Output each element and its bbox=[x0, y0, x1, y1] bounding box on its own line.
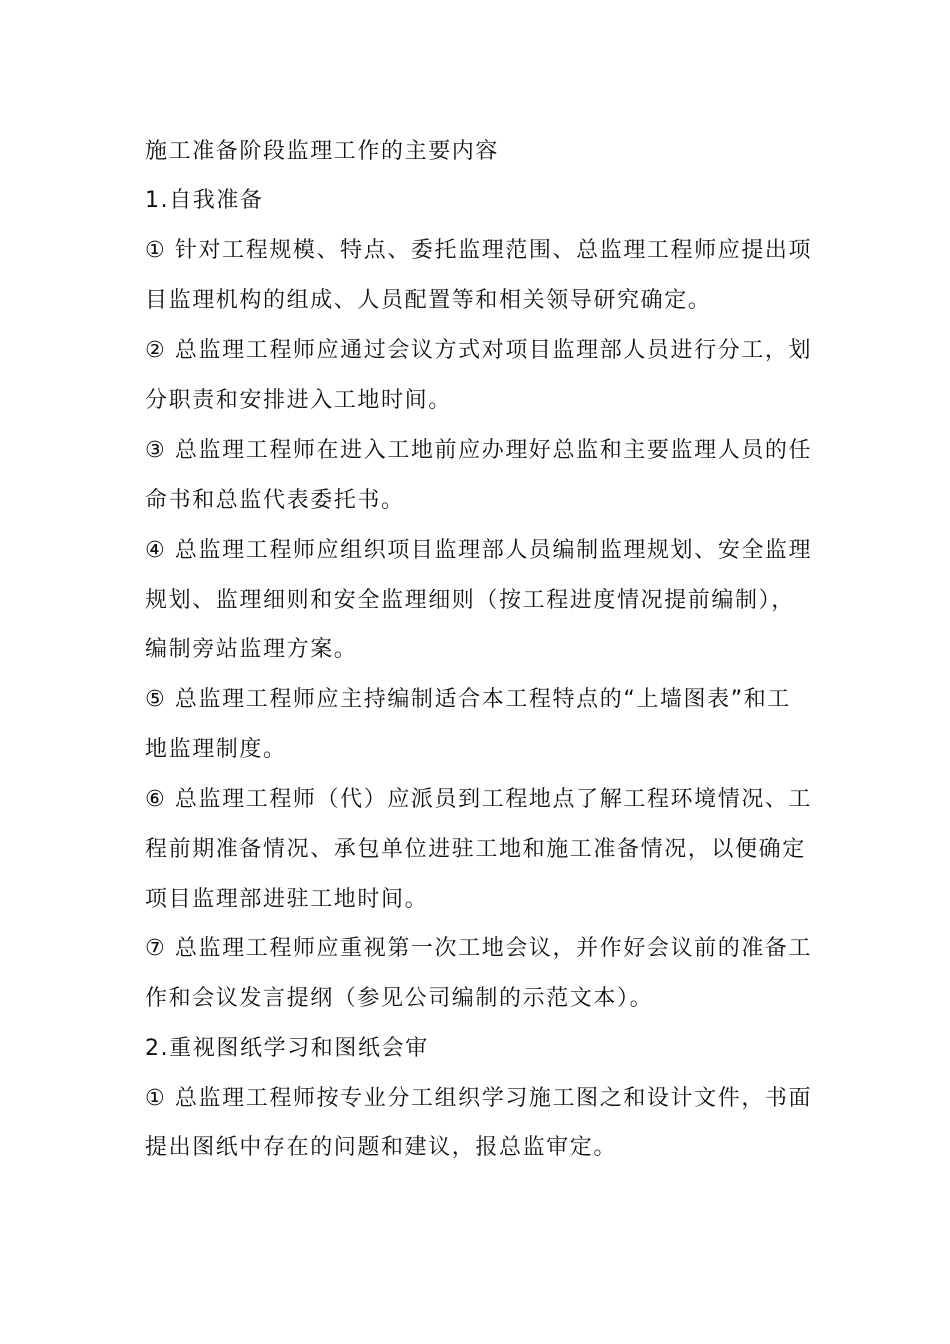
item-1-line-1: ① 针对工程规模、特点、委托监理范围、总监理工程师应提出项 bbox=[145, 238, 813, 263]
section-heading-self-preparation: 1.自我准备 bbox=[145, 188, 264, 213]
section2-item-1-line-1: ① 总监理工程师按专业分工组织学习施工图之和设计文件，书面 bbox=[145, 1086, 813, 1111]
item-6-line-1: ⑥ 总监理工程师（代）应派员到工程地点了解工程环境情况、工 bbox=[145, 787, 813, 812]
item-3-line-1: ③ 总监理工程师在进入工地前应办理好总监和主要监理人员的任 bbox=[145, 438, 813, 463]
section-heading-drawing-review: 2.重视图纸学习和图纸会审 bbox=[145, 1036, 429, 1061]
section2-item-1-line-2: 提出图纸中存在的问题和建议，报总监审定。 bbox=[145, 1135, 618, 1160]
item-5-line-1: ⑤ 总监理工程师应主持编制适合本工程特点的“上墙图表”和工 bbox=[145, 687, 791, 712]
item-1-line-2: 目监理机构的组成、人员配置等和相关领导研究确定。 bbox=[145, 288, 712, 313]
item-7-line-2: 作和会议发言提纲（参见公司编制的示范文本）。 bbox=[145, 986, 654, 1011]
item-4-line-2: 规划、监理细则和安全监理细则（按工程进度情况提前编制）， bbox=[145, 588, 795, 613]
item-5-line-2: 地监理制度。 bbox=[145, 737, 287, 762]
item-4-line-1: ④ 总监理工程师应组织项目监理部人员编制监理规划、安全监理 bbox=[145, 538, 813, 563]
item-4-line-3: 编制旁站监理方案。 bbox=[145, 637, 358, 662]
document-title: 施工准备阶段监理工作的主要内容 bbox=[145, 139, 500, 164]
item-2-line-2: 分职责和安排进入工地时间。 bbox=[145, 388, 452, 413]
item-6-line-3: 项目监理部进驻工地时间。 bbox=[145, 887, 429, 912]
item-2-line-1: ② 总监理工程师应通过会议方式对项目监理部人员进行分工，划 bbox=[145, 338, 813, 363]
item-3-line-2: 命书和总监代表委托书。 bbox=[145, 488, 405, 513]
item-7-line-1: ⑦ 总监理工程师应重视第一次工地会议，并作好会议前的准备工 bbox=[145, 936, 813, 961]
item-6-line-2: 程前期准备情况、承包单位进驻工地和施工准备情况，以便确定 bbox=[145, 837, 806, 862]
